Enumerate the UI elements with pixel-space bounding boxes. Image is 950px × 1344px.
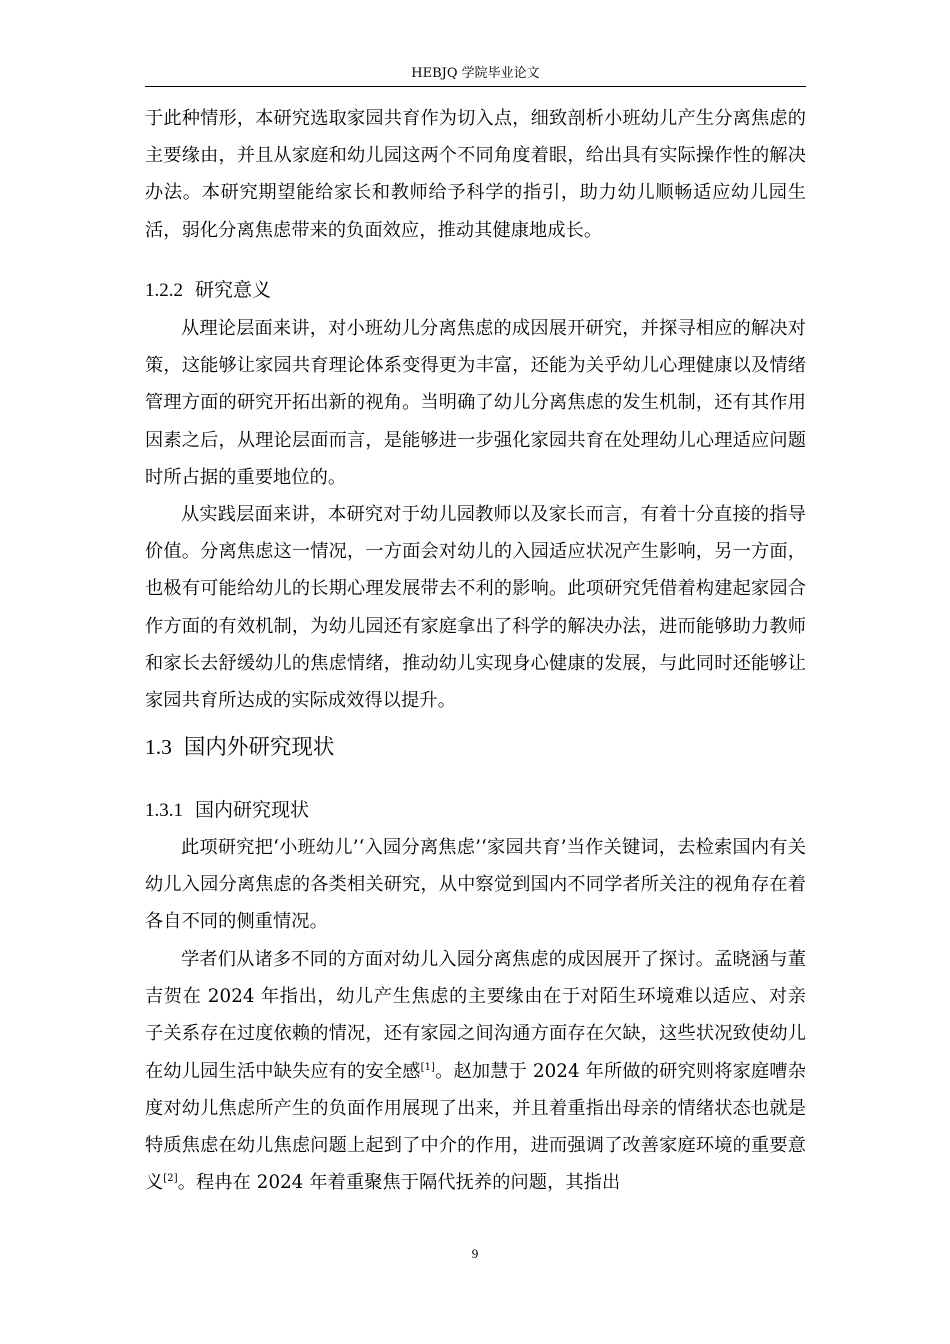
paragraph-practical-significance: 从实践层面来讲，本研究对于幼儿园教师以及家长而言，有着十分直接的指导价值。分离焦虑这一情况，一方面会对幼儿的入园适应状况产生影响，另一方面，也极有可能给幼儿的长期心理发展带去不利的影响。此项研究凭借着构建起家园合作方面的有效机制，为幼儿园还有家庭拿出了科学的解决办法，进而能够助力教师和家长去舒缓幼儿的焦虑情绪，推动幼儿实现身心健康的发展，与此同时还能够让家园共育所达成的实际成效得以提升。 — [145, 504, 806, 712]
paragraph-text: 。赵加慧于 2024 年所做的研究则将家庭嘈杂度对幼儿焦虑所产生的负面作用展现了出来，并且着重指出母亲的情绪状态也就是特质焦虑在幼儿焦虑问题上起到了中介的作用，进而强调了改善家庭环境的重要意义 — [145, 1060, 806, 1194]
citation-ref-1: [1] — [420, 1061, 436, 1073]
paragraph-theoretical-significance: 从理论层面来讲，对小班幼儿分离焦虑的成因展开研究，并探寻相应的解决对策，这能够让家园共育理论体系变得更为丰富，还能为关乎幼儿心理健康以及情绪管理方面的研究开拓出新的视角。当明确了幼儿分离焦虑的发生机制，还有其作用因素之后，从理论层面而言，是能够进一步强化家园共育在处理幼儿心理适应问题时所占据的重要地位的。 — [145, 318, 806, 488]
section-heading-1-3 — [145, 733, 334, 762]
running-header: HEBJQ 学院毕业论文 — [411, 66, 540, 81]
header-divider — [145, 86, 806, 87]
section-heading-1-3-1 — [145, 798, 309, 823]
page-number: 9 — [471, 1246, 479, 1261]
paragraph-anxiety-causes — [145, 941, 806, 1201]
paragraph-search-keywords: 此项研究把‘小班幼儿’‘入园分离焦虑’‘家园共育’当作关键词，去检索国内有关幼儿入园分离焦虑的各类相关研究，从中察觉到国内不同学者所关注的视角存在着各自不同的侧重情况。 — [145, 837, 806, 933]
section-number: 1.2.2 — [145, 280, 183, 301]
section-number: 1.3.1 — [145, 800, 183, 821]
section-title: 研究意义 — [195, 279, 272, 301]
paragraph-text: 。程冉在 2024 年着重聚焦于隔代抚养的问题，其指出 — [177, 1172, 621, 1194]
section-title: 国内外研究现状 — [183, 735, 335, 760]
paragraph-research-purpose-continued: 于此种情形，本研究选取家园共育作为切入点，细致剖析小班幼儿产生分离焦虑的主要缘由，并且从家庭和幼儿园这两个不同角度着眼，给出具有实际操作性的解决办法。本研究期望能给家长和教师给予科学的指引，助力幼儿顺畅适应幼儿园生活，弱化分离焦虑带来的负面效应，推动其健康地成长。 — [145, 108, 806, 241]
section-number: 1.3 — [145, 735, 172, 759]
section-heading-1-2-2 — [145, 278, 271, 303]
section-title: 国内研究现状 — [195, 799, 310, 821]
paragraph-text: 学者们从诸多不同的方面对幼儿入园分离焦虑的成因展开了探讨。孟晓涵与董吉贺在 2024 年指出，幼儿产生焦虑的主要缘由在于对陌生环境难以适应、对亲子关系存在过度依赖的情况，还有家园之间沟通方面存在欠缺，这些状况致使幼儿在幼儿园生活中缺失应有的安全感 — [145, 949, 806, 1082]
citation-ref-2: [2] — [163, 1173, 178, 1185]
